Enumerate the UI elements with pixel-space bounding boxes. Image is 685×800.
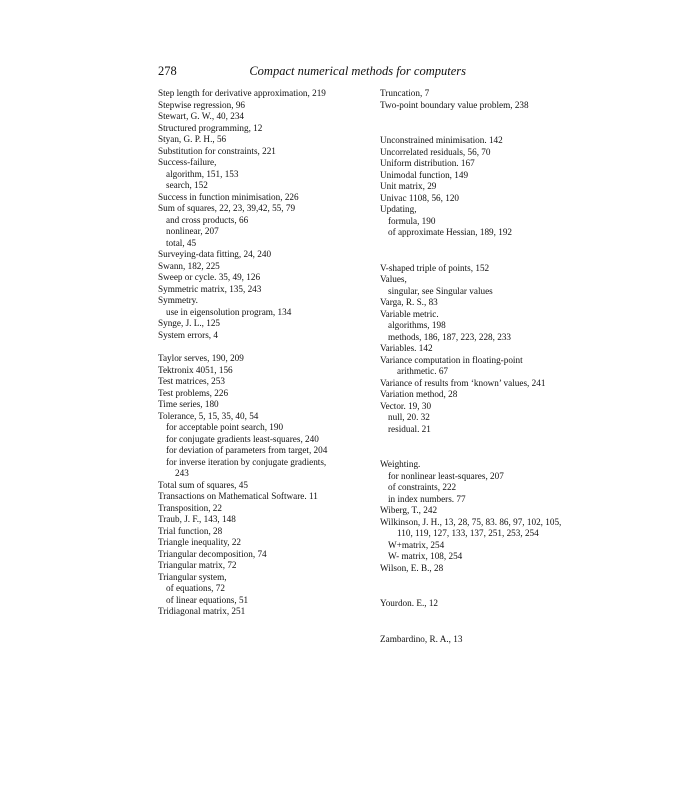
entry-gap [380,574,570,598]
index-column-left [158,88,358,618]
index-entry: Tolerance, 5, 15, 35, 40, 54 [158,410,259,421]
index-entry: Uncorrelated residuals, 56, 70 [380,146,491,157]
index-entry: Success in function minimisation, 226 [158,191,299,202]
index-entry: Tridiagonal matrix, 251 [158,606,246,616]
index-entry: Test matrices, 253 [158,376,225,386]
index-subentry: 110, 119, 127, 133, 137, 251, 253, 254 [397,528,539,538]
index-entry: Varga, R. S., 83 [380,297,438,307]
index-subentry: singular, see Singular values [388,285,493,296]
index-subentry: for nonlinear least-squares, 207 [388,470,504,481]
index-entry: Variables. 142 [380,343,433,353]
index-entry: Variation method, 28 [380,389,458,399]
entry-gap [380,610,570,634]
index-entry: Swann, 182, 225 [158,260,220,271]
index-column-right [380,88,570,645]
index-subentry: of linear equations, 51 [166,594,249,605]
index-entry: Triangular decomposition, 74 [158,548,267,559]
index-entry: Triangle inequality, 22 [158,537,242,547]
index-subentry: for conjugate gradients least-squares, 240 [166,433,319,444]
index-subentry: methods, 186, 187, 223, 228, 233 [388,331,512,342]
index-entry: Unit matrix, 29 [380,181,437,191]
index-entry: Wilson, E. B., 28 [380,562,444,573]
index-subentry: in index numbers. 77 [388,493,466,504]
index-subentry: for deviation of parameters from target, 204 [166,445,328,455]
index-entry: Wiberg, T., 242 [380,505,438,515]
index-entry: Time series, 180 [158,399,219,409]
page-header [158,64,466,82]
index-entry: Trial function, 28 [158,525,223,536]
index-subentry: of approximate Hessian, 189, 192 [388,227,513,237]
entry-gap [380,239,570,263]
index-subentry: of constraints, 222 [388,482,457,492]
index-subentry: for inverse iteration by conjugate gradients, [166,456,327,467]
index-subentry: algorithm, 151, 153 [166,168,239,179]
index-entry: Success-failure, [158,157,217,167]
index-entry: Sweep or cycle. 35, 49, 126 [158,272,261,282]
index-subentry: arithmetic. 67 [397,366,449,376]
entry-gap [158,341,358,353]
index-entry: Univac 1108, 56, 120 [380,192,460,203]
index-entry: Unconstrained minimisation. 142 [380,135,503,145]
entry-gap [380,111,570,135]
entry-gap [380,435,570,459]
index-entry: Test problems, 226 [158,387,229,398]
index-entry: Unimodal function, 149 [380,169,469,180]
index-entry: Transactions on Mathematical Software. 11 [158,491,318,501]
index-subentry: residual. 21 [388,423,431,434]
index-entry: Stepwise regression, 96 [158,99,246,110]
index-entry: Substitution for constraints, 221 [158,145,276,156]
index-entry: Updating, [380,204,417,214]
index-entry: Weighting. [380,459,421,469]
index-subentry: and cross products, 66 [166,214,249,225]
index-entry: V-shaped triple of points, 152 [380,262,490,273]
index-entry: Values, [380,274,407,284]
index-subentry: nonlinear, 207 [166,226,219,236]
index-entry: Vector. 19, 30 [380,400,432,411]
index-entry: Stewart, G. W., 40, 234 [158,111,245,121]
index-subentry: formula, 190 [388,215,436,226]
running-title: Compact numerical methods for computers [249,64,466,78]
index-entry: Yourdon. E., 12 [380,598,439,608]
index-entry: Triangular matrix, 72 [158,560,237,570]
index-entry: Wilkinson, J. H., 13, 28, 75, 83. 86, 97, 102, 105, [380,516,562,527]
index-entry: Uniform distribution. 167 [380,158,475,168]
index-subentry: W+matrix, 254 [388,539,445,550]
index-entry: Two-point boundary value problem, 238 [380,99,529,110]
index-entry: System errors, 4 [158,329,218,340]
index-entry: Truncation, 7 [380,88,430,98]
index-subentry: of equations, 72 [166,583,225,593]
index-entry: Traub, J. F., 143, 148 [158,514,236,524]
index-entry: Symmetry. [158,295,198,305]
index-entry: Tektronix 4051, 156 [158,364,233,375]
index-subentry: search, 152 [166,180,208,190]
index-subentry: for acceptable point search, 190 [166,422,284,432]
index-entry: Transposition, 22 [158,502,222,513]
index-subentry: W- matrix, 108, 254 [388,551,463,561]
index-entry: Zambardino, R. A., 13 [380,633,463,644]
index-subentry: algorithms, 198 [388,320,446,330]
index-subentry: total, 45 [166,237,197,248]
index-entry: Step length for derivative approximation, 219 [158,88,326,98]
index-entry: Variance computation in floating-point [380,354,523,365]
index-entry: Synge, J. L., 125 [158,318,221,328]
index-entry: Sum of squares, 22, 23, 39,42, 55, 79 [158,203,296,213]
index-entry: Surveying-data fitting, 24, 240 [158,249,272,259]
page-number: 278 [158,64,177,78]
index-entry: Total sum of squares, 45 [158,479,248,490]
index-entry: Variable metric. [380,308,439,319]
index-entry: Triangular system, [158,571,227,582]
index-entry: Styan, G. P. H., 56 [158,134,227,144]
index-entry: Symmetric matrix, 135, 243 [158,283,262,294]
index-subentry: use in eigensolution program, 134 [166,306,292,317]
index-subentry: 243 [175,468,189,478]
index-entry: Structured programming, 12 [158,122,263,133]
index-entry: Taylor serves, 190, 209 [158,353,244,363]
index-subentry: null, 20. 32 [388,412,430,422]
index-entry: Variance of results from ‘known’ values, 241 [380,377,546,388]
